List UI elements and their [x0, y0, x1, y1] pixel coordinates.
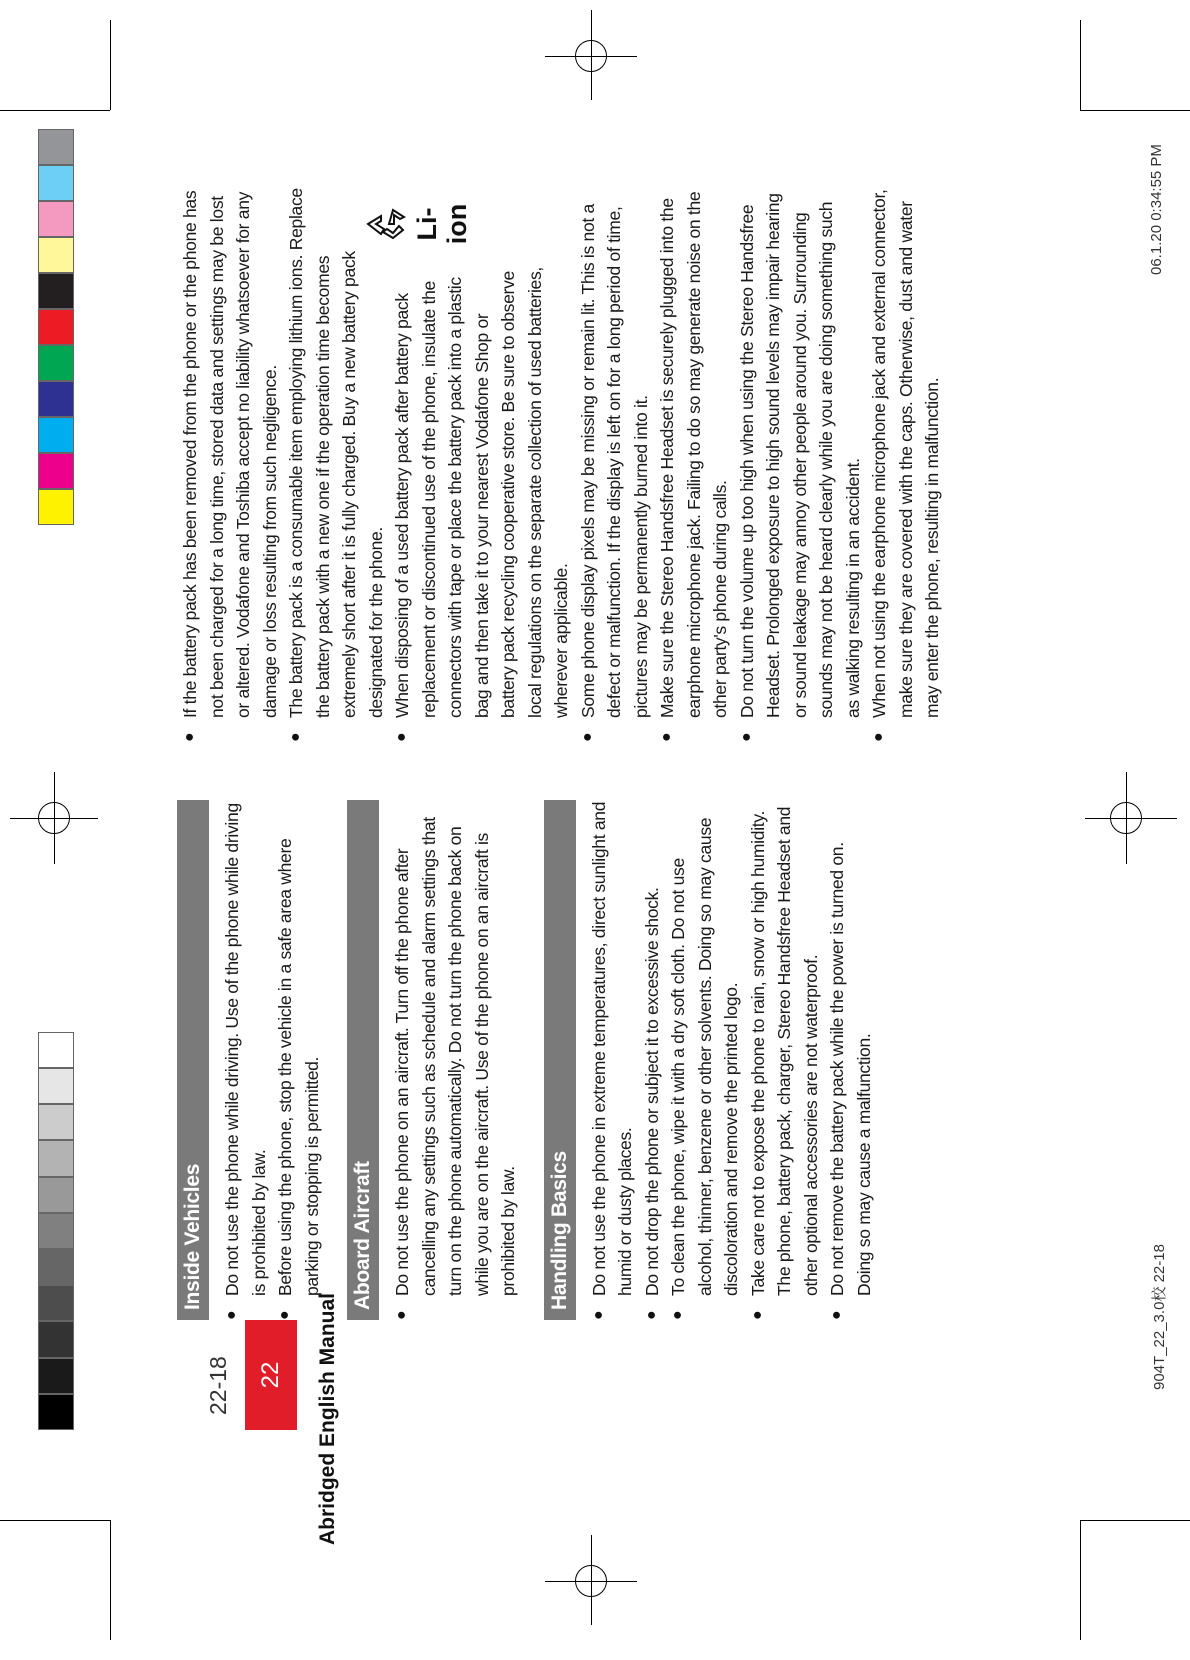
section-heading: Aboard Aircraft	[347, 800, 379, 1320]
recycle-icon	[363, 202, 407, 246]
manual-title: Abridged English Manual	[316, 1292, 339, 1545]
list-item: ● If the battery pack has been removed from the phone or the phone has not been charged for a long time, stored data and settings may be lost or altered. Vodafone and Toshiba accept no liability whatsoever for any damage or loss resulting from such negligence.	[177, 182, 283, 742]
file-info: 904T_22_3.0校 22-18	[1151, 1244, 1168, 1390]
list-item: ● Some phone display pixels may be missing or remain lit. This is not a defect or malfunction. If the display is left on for a long period of time, pictures may be permanently burned into it.	[575, 182, 655, 742]
section-handling-basics	[544, 800, 878, 1320]
li-ion-label: Li-ion	[412, 203, 472, 245]
left-column	[177, 800, 899, 1320]
list-item: ● The battery pack is a consumable item employing lithium ions. Replace the battery pack with a new one if the operation time becomes extremely short after it is fully charged. Buy a new battery pack designated for the phone.	[283, 182, 389, 742]
list-item: ● Do not turn the volume up too high when using the Stereo Handsfree Headset. Prolonged exposure to high sound levels may impair hearing or sound leakage may annoy other people around you. Surrounding sounds may not be heard clearly while you are doing something such as walking resulting in an accident.	[734, 182, 867, 742]
recycle-symbol	[363, 188, 472, 260]
section-inside-vehicles	[177, 800, 325, 1320]
list-item: ● Do not use the phone on an aircraft. Turn off the phone after cancelling any settings such as schedule and alarm settings that turn on the phone automatically. Do not turn the phone back on while you are on the aircraft. Use of the phone on an aircraft is prohibited by law.	[389, 800, 522, 1320]
page-number: 22	[257, 1361, 284, 1389]
page-number-tab	[245, 1320, 297, 1430]
list-item: ● Make sure the Stereo Handsfree Headset is securely plugged into the earphone microphone jack. Failing to do so may generate noise on the other party's phone during calls.	[654, 182, 734, 742]
list-item: ● Before using the phone, stop the vehicle in a safe area where parking or stopping is permitted.	[272, 800, 325, 1320]
list-item: ● Take care not to expose the phone to rain, snow or high humidity. The phone, battery pack, charger, Stereo Handsfree Headset and other optional accessories are not waterproof.	[745, 800, 825, 1320]
section-heading: Handling Basics	[544, 800, 576, 1320]
right-column	[177, 182, 946, 742]
list-item: ● Do not use the phone in extreme temperatures, direct sunlight and humid or dusty places.	[586, 800, 639, 1320]
list-item: ● Do not remove the battery pack while the power is turned on. Doing so may cause a malfunction.	[824, 800, 877, 1320]
list-item: ● Do not use the phone while driving. Use of the phone while driving is prohibited by law.	[219, 800, 272, 1320]
timestamp: 06.1.20 0:34:55 PM	[1148, 144, 1165, 275]
list-item: ● When disposing of a used battery pack after battery pack replacement or discontinued use of the phone, insulate the connectors with tape or place the battery pack into a plastic bag and then take it to your nearest Vodafone Shop or battery pack recycling cooperative store. Be sure to observe local regulations on the separate collection of used batteries, wherever applicable.	[389, 182, 575, 742]
page-code: 22-18	[205, 1356, 231, 1415]
list-item: ● When not using the earphone microphone jack and external connector, make sure they are covered with the caps. Otherwise, dust and water may enter the phone, resulting in malfunction.	[866, 182, 946, 742]
list-item: ● To clean the phone, wipe it with a dry soft cloth. Do not use alcohol, thinner, benzene or other solvents. Doing so may cause discoloration and remove the printed logo.	[665, 800, 745, 1320]
section-heading: Inside Vehicles	[177, 800, 209, 1320]
list-item: ● Do not drop the phone or subject it to excessive shock.	[639, 800, 666, 1320]
section-aboard-aircraft	[347, 800, 522, 1320]
